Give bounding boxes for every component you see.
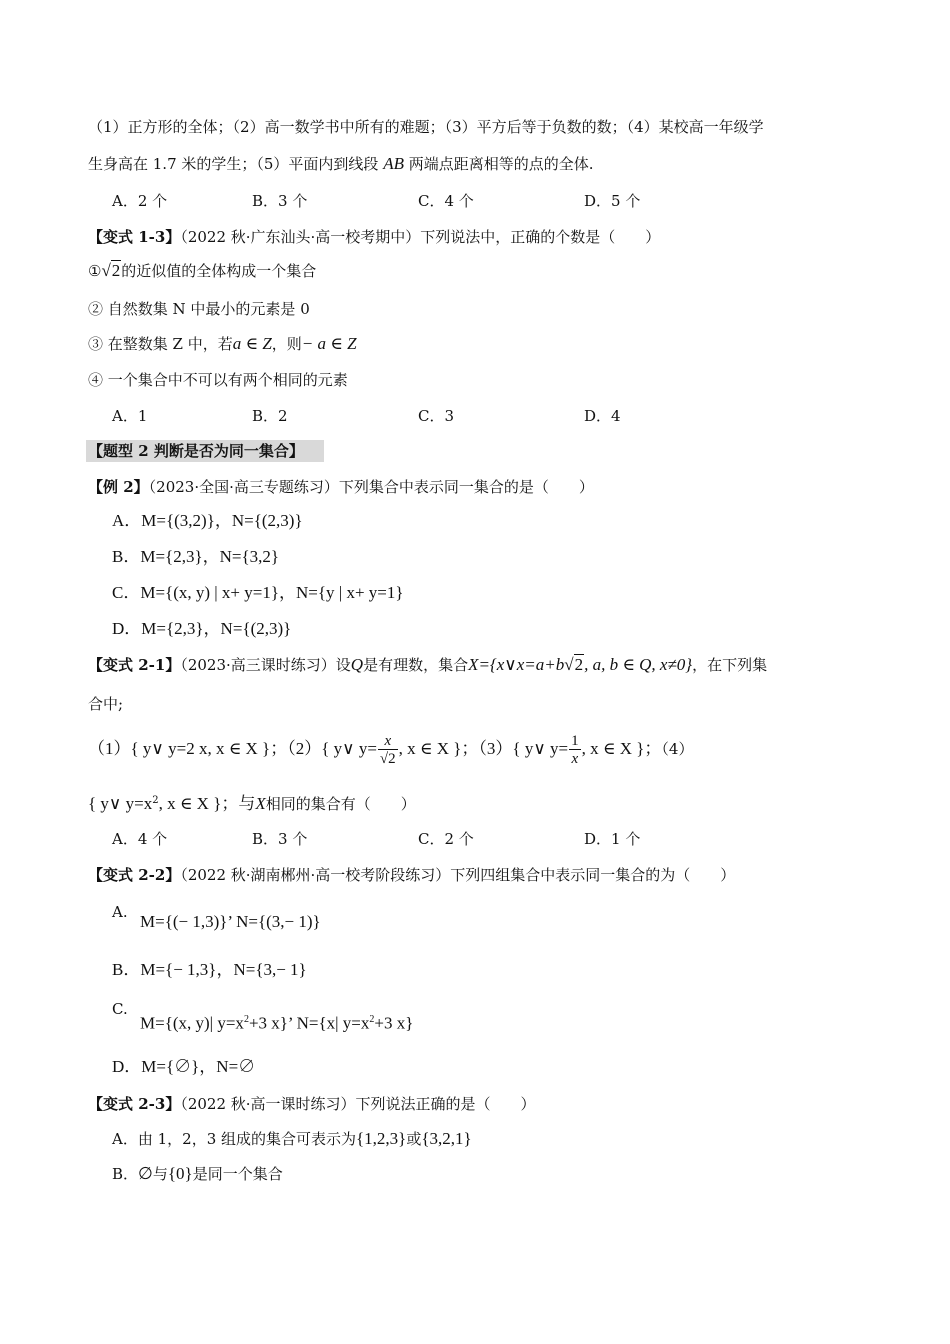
v21-item-3-pre: （3）{ y∨ y= — [478, 739, 569, 758]
v21-option-d: D．1 个 — [584, 830, 641, 848]
ex2-header — [88, 477, 594, 497]
v23-a-mid: 或 — [406, 1130, 422, 1148]
v21-line2: 合中; — [88, 695, 124, 713]
v21-set-x: X={x∨x=a+b — [468, 655, 565, 674]
v13-option-d: D．4 — [584, 407, 621, 425]
v23-b-math2: {0} — [167, 1164, 193, 1183]
ex2-option-b: B．M={2,3}，N={3,2} — [112, 547, 280, 566]
v21-source-pre: （2023·高三课时练习）设 — [180, 656, 351, 674]
v21-source-post: ，在下列集 — [692, 656, 768, 674]
v13-option-c: C．3 — [418, 407, 455, 425]
v21-radicand: 2 — [574, 655, 584, 674]
v21-option-b: B．3 个 — [252, 830, 308, 848]
v23-header — [88, 1094, 536, 1114]
v21-item-2-den-rad: 2 — [388, 750, 396, 767]
v23-a-math2: {3,2,1} — [421, 1129, 472, 1148]
v21-option-a: A．4 个 — [112, 830, 168, 848]
v13-s3-math1: a ∈ Z — [232, 334, 272, 353]
v21-q: Q — [350, 655, 364, 674]
v13-statement-1 — [88, 261, 316, 281]
v22-c-post: +3 x} — [374, 1013, 414, 1033]
ex2-option-a: A．M={(3,2)}，N={(2,3)} — [112, 511, 303, 530]
v21-item-2-pre: （2）{ y∨ y= — [287, 739, 377, 758]
v21-items — [88, 732, 693, 768]
ex2-option-d: D．M={2,3}，N={(2,3)} — [112, 619, 292, 638]
v21-item-2-post: , x ∈ X }； — [398, 739, 479, 758]
v21-item-2-num: x — [378, 733, 398, 750]
v23-b-math1: ∅ — [138, 1164, 153, 1183]
v22-option-a-label: A. — [112, 903, 128, 921]
section-heading-2: 【题型 2 判断是否为同一集合】 — [88, 442, 304, 460]
v13-statement-2: ② 自然数集 N 中最小的元素是 0 — [88, 300, 310, 318]
v21-item-4-sup: 2 — [152, 795, 159, 806]
v22-option-d: D．M={∅}，N=∅ — [112, 1057, 256, 1076]
v21-header — [88, 655, 767, 675]
v13-s3-pre: ③ 在整数集 Z 中，若 — [88, 335, 233, 353]
v21-option-c: C．2 个 — [418, 830, 474, 848]
v21-item-3-fraction — [569, 733, 581, 768]
v13-s3-mid: ，则 — [271, 335, 302, 353]
q1-statement-line2 — [88, 154, 594, 174]
q1-line2-post: 两端点距离相等的点的全体. — [408, 155, 594, 173]
v22-option-c-label: C. — [112, 1000, 128, 1018]
v21-item-3-post: , x ∈ X }； — [581, 739, 662, 758]
q1-statement-line1: （1）正方形的全体；（2）高一数学书中所有的难题；（3）平方后等于负数的数；（4）某校高一年级学 — [88, 118, 764, 136]
v22-option-a-math: M={(− 1,3)}’ N={(3,− 1)} — [140, 912, 321, 931]
v21-source-mid: 是有理数，集合 — [363, 656, 469, 674]
v23-a-pre: A．由 1，2，3 组成的集合可表示为 — [112, 1130, 357, 1148]
v21-item-4-end: 相同的集合有（ ） — [265, 795, 416, 813]
v21-item-4-x: X — [255, 794, 266, 813]
q1-option-d: D．5 个 — [584, 192, 641, 210]
sqrt-symbol: √2 — [101, 261, 121, 280]
v13-tag: 【变式 1-3】 — [88, 228, 181, 246]
v21-tag: 【变式 2-1】 — [88, 656, 181, 674]
v23-option-b — [112, 1164, 283, 1184]
v13-s3-math2: − a ∈ Z — [301, 334, 357, 353]
sqrt-symbol: √2 — [564, 655, 584, 674]
v13-source: （2022 秋·广东汕头·高一校考期中）下列说法中，正确的个数是（ ） — [180, 228, 661, 246]
v21-item-4-line — [88, 791, 416, 814]
v21-item-4-label: （4） — [661, 740, 694, 758]
v23-b-mid: 与 — [152, 1165, 168, 1183]
v21-item-4-math: { y∨ y=x — [88, 794, 153, 813]
q1-segment-ab: AB — [383, 154, 404, 173]
q1-option-c: C．4 个 — [418, 192, 474, 210]
v13-statement-4: ④ 一个集合中不可以有两个相同的元素 — [88, 371, 348, 389]
v21-item-3-num: 1 — [571, 732, 579, 749]
v22-option-c-math — [140, 1010, 413, 1034]
v23-option-a — [112, 1129, 472, 1149]
v13-option-b: B．2 — [252, 407, 288, 425]
v23-b-post: 是同一个集合 — [192, 1165, 283, 1183]
v21-set-x-post: , a, b ∈ Q, x≠0} — [584, 655, 693, 674]
v22-c-sup2: 2 — [369, 1014, 375, 1025]
v23-a-math1: {1,2,3} — [356, 1129, 407, 1148]
v22-option-b: B．M={− 1,3}，N={3,− 1} — [112, 960, 307, 979]
ex2-tag: 【例 2】 — [88, 478, 149, 496]
v21-item-4-post: , x ∈ X }；与 — [158, 794, 256, 813]
v22-c-pre: M={(x, y)| y=x — [140, 1013, 244, 1033]
v13-s1-radicand: 2 — [111, 261, 121, 280]
q1-option-b: B．3 个 — [252, 192, 308, 210]
v13-header — [88, 227, 660, 247]
v22-c-mid: +3 x}’ N={x| y=x — [248, 1013, 370, 1033]
v22-c-sup: 2 — [243, 1014, 249, 1025]
v13-s1-pre: ① — [88, 262, 102, 280]
v23-tag: 【变式 2-3】 — [88, 1095, 181, 1113]
v13-statement-3 — [88, 334, 357, 354]
q1-option-a: A．2 个 — [112, 192, 168, 210]
ex2-source: （2023·全国·高三专题练习）下列集合中表示同一集合的是（ ） — [148, 478, 594, 496]
v22-header — [88, 865, 735, 885]
v22-tag: 【变式 2-2】 — [88, 866, 181, 884]
v21-item-2-den: √2 — [379, 750, 396, 767]
v13-s1-post: 的近似值的全体构成一个集合 — [121, 262, 317, 280]
ex2-option-c: C．M={(x, y) | x+ y=1}，N={y | x+ y=1} — [112, 583, 404, 602]
v21-item-1: （1）{ y∨ y=2 x, x ∈ X }； — [88, 739, 288, 758]
v22-source: （2022 秋·湖南郴州·高一校考阶段练习）下列四组集合中表示同一集合的为（ ） — [180, 866, 736, 884]
v23-b-pre: B． — [112, 1165, 139, 1183]
q1-line2-pre: 生身高在 1.7 米的学生；（5）平面内到线段 — [88, 155, 379, 173]
v13-option-a: A．1 — [112, 407, 148, 425]
v21-item-3-den: x — [571, 750, 579, 767]
v21-item-2-fraction — [378, 733, 398, 768]
v23-source: （2022 秋·高一课时练习）下列说法正确的是（ ） — [180, 1095, 536, 1113]
